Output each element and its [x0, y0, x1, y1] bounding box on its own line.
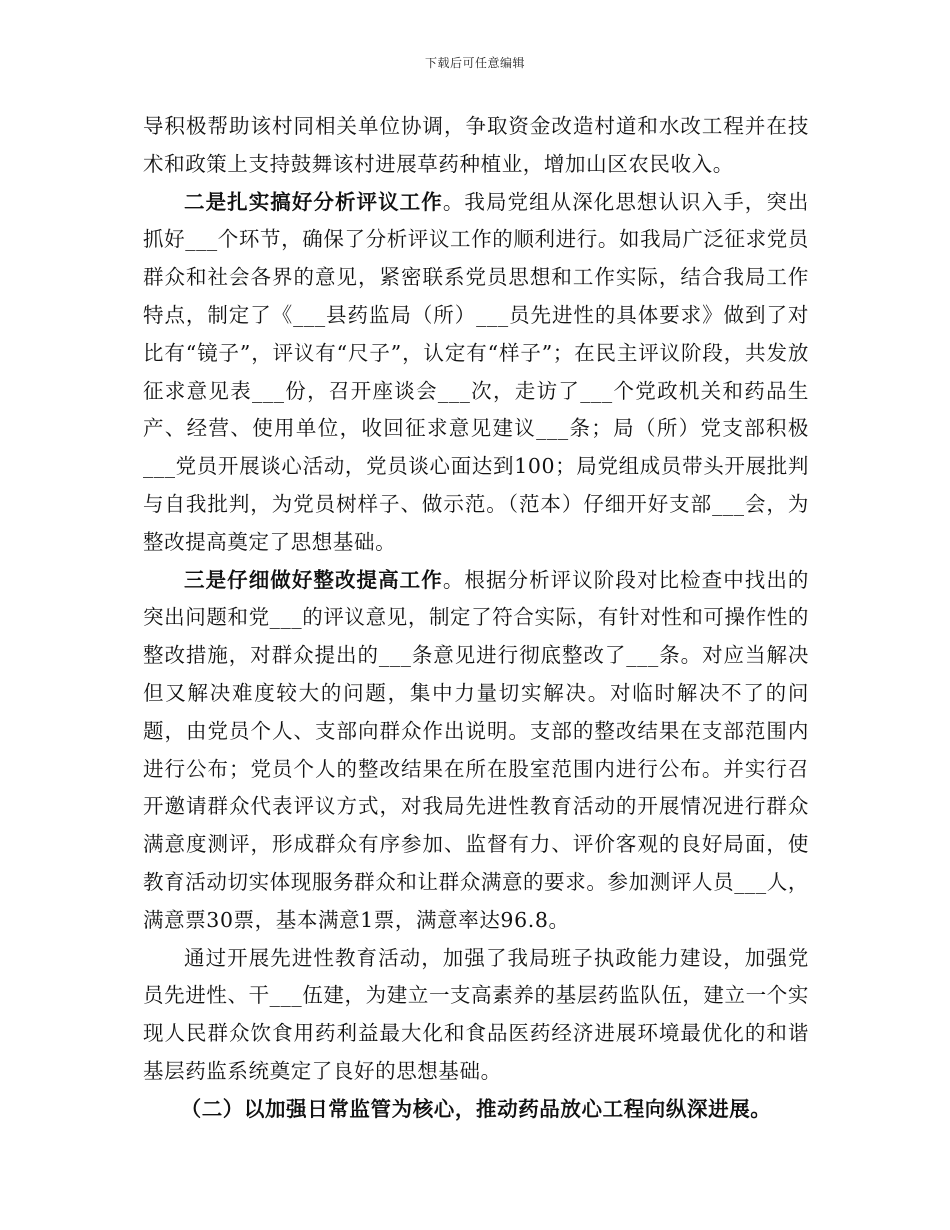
paragraph-rectification: [143, 562, 809, 940]
paragraph-continuation: [143, 108, 809, 184]
paragraph-analysis-review: [143, 184, 809, 562]
paragraph-lead: 二是扎实搞好分析评议工作: [184, 189, 443, 214]
paragraph-text: 。我局党组从深化思想认识入手，突出抓好___个环节，确保了分析评议工作的顺利进行。如我局广泛征求党员群众和社会各界的意见，紧密联系党员思想和工作实际，结合我局工作特点，制定了《___县药监局（所）___员先进性的具体要求》做到了对比有“镜子”，评议有“尺子”，认定有“样子”；在民主评议阶段，共发放征求意见表___份，召开座谈会___次，走访了___个党政机关和药品生产、经营、使用单位，收回征求意见建议___条；局（所）党支部积极___党员开展谈心活动，党员谈心面达到100；局党组成员带头开展批判与自我批判，为党员树样子、做示范。（范本）仔细开好支部___会，为整改提高奠定了思想基础。: [143, 189, 809, 554]
page-header-note: 下载后可任意编辑: [424, 56, 525, 70]
paragraph-summary: [143, 940, 809, 1091]
section-heading: [143, 1091, 809, 1129]
paragraph-text: 通过开展先进性教育活动，加强了我局班子执政能力建设，加强党员先进性、干___伍建，为建立一支高素养的基层药监队伍，建立一个实现人民群众饮食用药利益最大化和食品医药经济进展环境最优化的和谐基层药监系统奠定了良好的思想基础。: [143, 945, 809, 1083]
document-body: [143, 108, 809, 1129]
paragraph-text: 。根据分析评议阶段对比检查中找出的突出问题和党___的评议意见，制定了符合实际，有针对性和可操作性的整改措施，对群众提出的___条意见进行彻底整改了___条。对应当解决但又解决难度较大的问题，集中力量切实解决。对临时解决不了的问题，由党员个人、支部向群众作出说明。支部的整改结果在支部范围内进行公布；党员个人的整改结果在所在股室范围内进行公布。并实行召开邀请群众代表评议方式，对我局先进性教育活动的开展情况进行群众满意度测评，形成群众有序参加、监督有力、评价客观的良好局面，使教育活动切实体现服务群众和让群众满意的要求。参加测评人员___人，满意票30票，基本满意1票，满意率达96.8。: [143, 567, 809, 932]
section-heading-text: （二）以加强日常监管为核心，推动药品放心工程向纵深进展。: [180, 1096, 772, 1121]
paragraph-lead: 三是仔细做好整改提高工作: [184, 567, 443, 592]
paragraph-text: 导积极帮助该村同相关单位协调，争取资金改造村道和水改工程并在技术和政策上支持鼓舞该村进展草药种植业，增加山区农民收入。: [143, 114, 809, 176]
